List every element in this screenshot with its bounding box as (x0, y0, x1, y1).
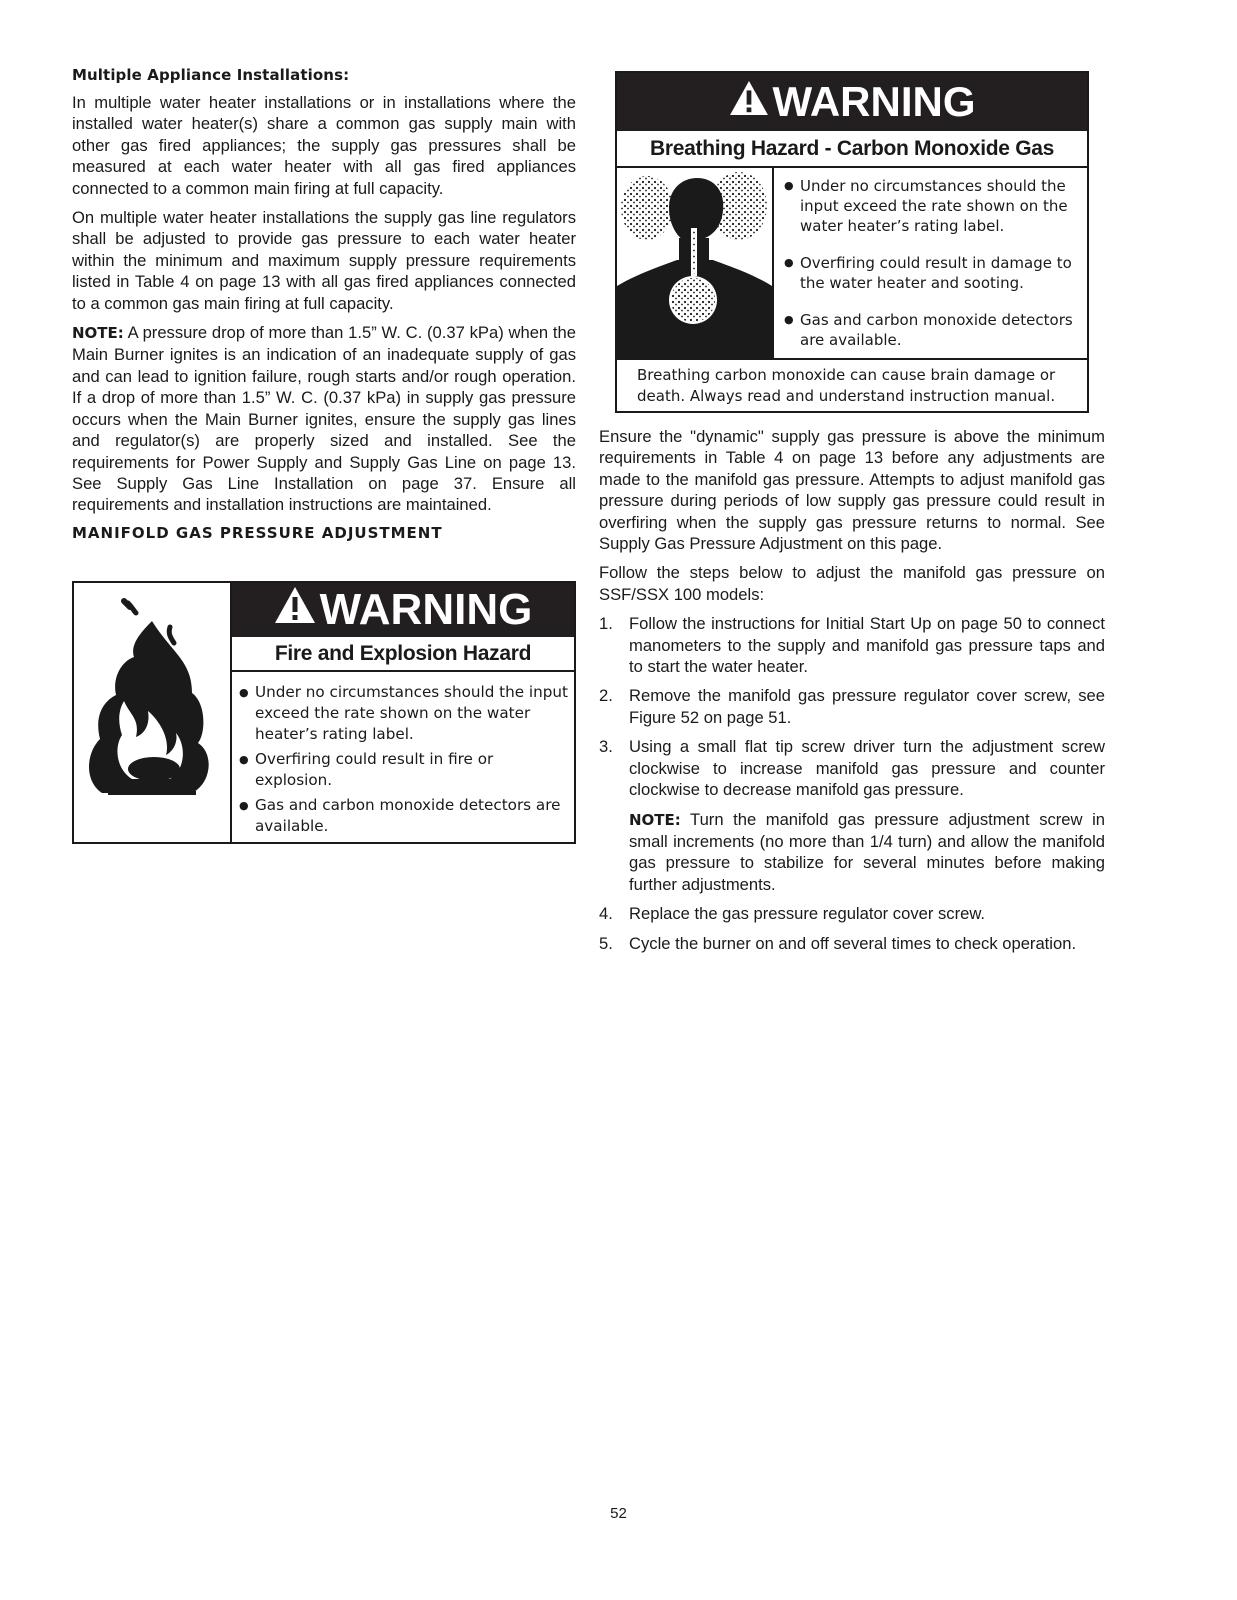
note-label: NOTE: (72, 324, 124, 343)
bullet-item: ● Gas and carbon monoxide detectors are available. (779, 310, 1083, 350)
co-warning-box (615, 71, 1089, 413)
steps-list (599, 613, 1105, 954)
step-text: Using a small flat tip screw driver turn the adjustment screw clockwise to increase manifold gas pressure and counter clockwise to decrease manifold gas pressure. (629, 737, 1105, 800)
step-text: Cycle the burner on and off several times to check operation. (629, 933, 1077, 953)
step-item (599, 613, 1105, 677)
note-text: A pressure drop of more than 1.5” W. C. (0.37 kPa) when the Main Burner ignites is an indication of an inadequate supply of gas and can lead to ignition failure, rough starts and/or rough operation. If a drop of more than 1.5” W. C. (0.37 kPa) in supply gas pressure occurs when the Main Burner ignites, ensure the supply gas lines and regulator(s) are properly sized and installed. See the requirements for Power Supply and Supply Gas Line on page 13. See Supply Gas Line Installation on page 37. Ensure all requirements and installation instructions are maintained. (72, 323, 576, 515)
co-warning-row (617, 168, 1087, 360)
bullet-item: ● Under no circumstances should the input exceed the rate shown on the water heater’s rating label. (779, 176, 1083, 236)
step-text: Replace the gas pressure regulator cover screw. (629, 904, 986, 924)
bullet-item: ● Under no circumstances should the input exceed the rate shown on the water heater’s rating label. (234, 682, 568, 745)
hazard-title: Fire and Explosion Hazard (232, 637, 574, 672)
paragraph: In multiple water heater installations or in installations where the installed water heater(s) share a common gas supply main with other gas fired appliances; the supply gas pressures shall be measured at each water heater with all gas fired appliances connected to a common main firing at full capacity. (72, 93, 576, 198)
step-text: Remove the manifold gas pressure regulator cover screw, see Figure 52 on page 51. (629, 686, 1105, 727)
note-paragraph (72, 322, 576, 516)
hazard-title: Breathing Hazard - Carbon Monoxide Gas (617, 131, 1087, 168)
fire-warning-box (72, 581, 576, 844)
warning-banner-label: WARNING (772, 78, 976, 125)
step-item (599, 933, 1105, 954)
left-column (72, 66, 576, 550)
fire-icon (74, 583, 230, 842)
breathing-hazard-icon (617, 168, 772, 358)
breathing-icon-cell (617, 168, 774, 358)
fire-icon-cell (74, 583, 232, 842)
note-text: Turn the manifold gas pressure adjustment screw in small increments (no more than 1/4 turn) and allow the manifold gas pressure to stabilize for several minutes before making further adjustments. (629, 809, 1105, 894)
hazard-bullets (232, 672, 574, 837)
step-number: 3. (599, 737, 613, 757)
step-number: 5. (599, 933, 613, 953)
bullet-item: ● Overfiring could result in fire or explosion. (234, 749, 568, 791)
paragraph: On multiple water heater installations the supply gas line regulators shall be adjusted to provide gas pressure to each water heater within the minimum and maximum supply pressure requirements listed in Table 4 on page 13 with all gas fired appliances connected to a common gas main firing at full capacity. (72, 208, 576, 313)
step-number: 1. (599, 614, 613, 634)
bullet-item: ● Gas and carbon monoxide detectors are available. (234, 795, 568, 837)
section-heading-manifold: MANIFOLD GAS PRESSURE ADJUSTMENT (72, 523, 443, 542)
warning-banner (617, 73, 1087, 131)
warning-triangle-icon (274, 585, 316, 635)
step-text: Follow the instructions for Initial Start Up on page 50 to connect manometers to the supply and manifold gas pressure taps and to start the water heater. (629, 614, 1105, 677)
warning-triangle-icon (729, 78, 769, 126)
co-warning-footer: Breathing carbon monoxide can cause brain damage or death. Always read and understand instruction manual. (637, 366, 1056, 405)
warning-banner-label: WARNING (319, 585, 533, 634)
right-column (599, 426, 1105, 962)
section-heading-multiple-appliance: Multiple Appliance Installations: (72, 66, 350, 84)
step-item (599, 903, 1105, 924)
step-number: 2. (599, 686, 613, 706)
step-note (629, 809, 1105, 896)
hazard-bullets (775, 168, 1087, 350)
page-number: 52 (610, 1505, 627, 1522)
step-item (599, 736, 1105, 895)
paragraph: Follow the steps below to adjust the manifold gas pressure on SSF/SSX 100 models: (599, 563, 1105, 604)
paragraph: Ensure the "dynamic" supply gas pressure is above the minimum requirements in Table 4 on page 13 before any adjustments are made to the manifold gas pressure. Attempts to adjust manifold gas pressure during periods of low supply gas pressure could result in overfiring when the supply gas pressure returns to normal. See Supply Gas Pressure Adjustment on this page. (599, 427, 1105, 554)
co-warning-content (775, 168, 1087, 367)
fire-warning-content (232, 583, 574, 842)
bullet-item: ● Overfiring could result in damage to the water heater and sooting. (779, 253, 1083, 293)
note-label: NOTE: (629, 810, 681, 829)
step-item (599, 685, 1105, 728)
step-number: 4. (599, 904, 613, 924)
warning-banner (232, 583, 574, 637)
